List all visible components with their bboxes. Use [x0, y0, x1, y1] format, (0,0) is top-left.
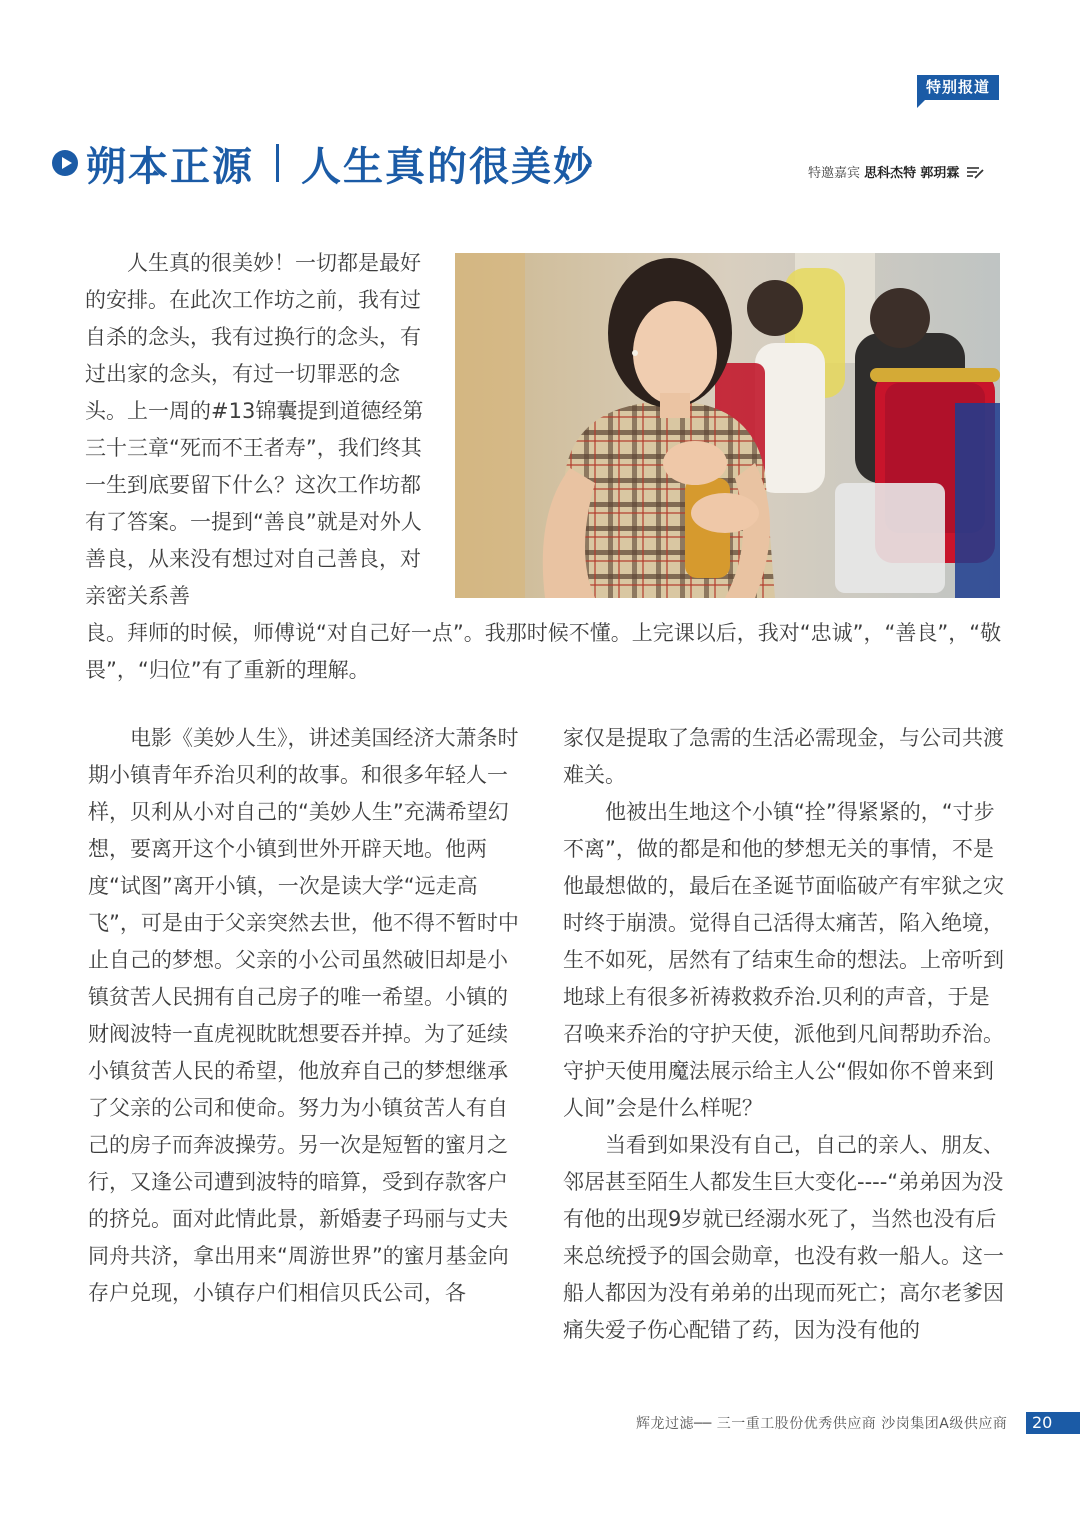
right-column-paragraph-3: 当看到如果没有自己，自己的亲人、朋友、邻居甚至陌生人都发生巨大变化----“弟弟因为没有他的出现9岁就已经溺水死了，当然也没有后来总统授予的国会勋章，也没有救一船人。这一船人都因为没有弟弟的出现而死亡；高尔老爹因痛失爱子伤心配错了药，因为没有他的	[563, 1133, 1004, 1342]
right-column-paragraph-2: 他被出生地这个小镇“拴”得紧紧的，“寸步不离”，做的都是和他的梦想无关的事情，不是他最想做的，最后在圣诞节面临破产有牢狱之灾时终于崩溃。觉得自己活得太痛苦，陷入绝境，生不如死，居然有了结束生命的想法。上帝听到地球上有很多祈祷救救乔治.贝利的声音，于是召唤来乔治的守护天使，派他到凡间帮助乔治。守护天使用魔法展示给主人公“假如你不曾来到人间”会是什么样呢？	[563, 800, 1004, 1120]
byline-company: 思科杰特	[864, 166, 917, 181]
byline-author: 郭玥霖	[920, 166, 960, 181]
left-column-paragraph: 电影《美妙人生》，讲述美国经济大萧条时期小镇青年乔治贝利的故事。和很多年轻人一样，贝利从小对自己的“美妙人生”充满希望幻想，要离开这个小镇到世外开辟天地。他两度“试图”离开小镇，一次是读大学“远走高飞”，可是由于父亲突然去世，他不得不暂时中止自己的梦想。父亲的小公司虽然破旧却是小镇贫苦人民拥有自己房子的唯一希望。小镇的财阀波特一直虎视眈眈想要吞并掉。为了延续小镇贫苦人民的希望，他放弃自己的梦想继承了父亲的公司和使命。努力为小镇贫苦人有自己的房子而奔波操劳。另一次是短暂的蜜月之行，又逢公司遭到波特的暗算，受到存款客户的挤兑。面对此情此景，新婚妻子玛丽与丈夫同舟共济，拿出用来“周游世界”的蜜月基金向存户兑现，小镇存户们相信贝氏公司，各	[88, 726, 519, 1305]
page-number: 20	[1026, 1412, 1080, 1434]
section-tag: 特别报道	[917, 75, 999, 100]
byline-prefix: 特邀嘉宾	[808, 166, 861, 181]
right-column	[563, 720, 1005, 1349]
title-left: 朔本正源	[86, 143, 254, 190]
pen-icon	[966, 164, 984, 184]
right-column-paragraph-1: 家仅是提取了急需的生活必需现金，与公司共渡难关。	[563, 726, 1004, 787]
byline	[808, 162, 984, 184]
footer-slogan: 辉龙过滤── 三一重工股份优秀供应商 沙岗集团A级供应商	[636, 1416, 1008, 1432]
play-circle-icon	[52, 150, 78, 176]
article-title	[52, 138, 595, 188]
left-column	[88, 720, 520, 1312]
intro-paragraph-continued: 良。拜师的时候，师傅说“对自己好一点”。我那时候不懂。上完课以后，我对“忠诚”，“善良”，“敬畏”，“归位”有了重新的理解。	[85, 621, 1002, 682]
title-right: 人生真的很美妙	[301, 143, 595, 190]
article-photo	[455, 253, 1000, 598]
title-separator	[276, 144, 279, 182]
intro-paragraph: 人生真的很美妙！一切都是最好的安排。在此次工作坊之前，我有过自杀的念头，我有过换行的念头，有过出家的念头，有过一切罪恶的念头。上一周的#13锦囊提到道德经第三十三章“死而不王者寿”，我们终其一生到底要留下什么？这次工作坊都有了答案。一提到“善良”就是对外人善良，从来没有想过对自己善良，对亲密关系善	[85, 251, 424, 608]
section-tag-tail	[917, 100, 925, 108]
